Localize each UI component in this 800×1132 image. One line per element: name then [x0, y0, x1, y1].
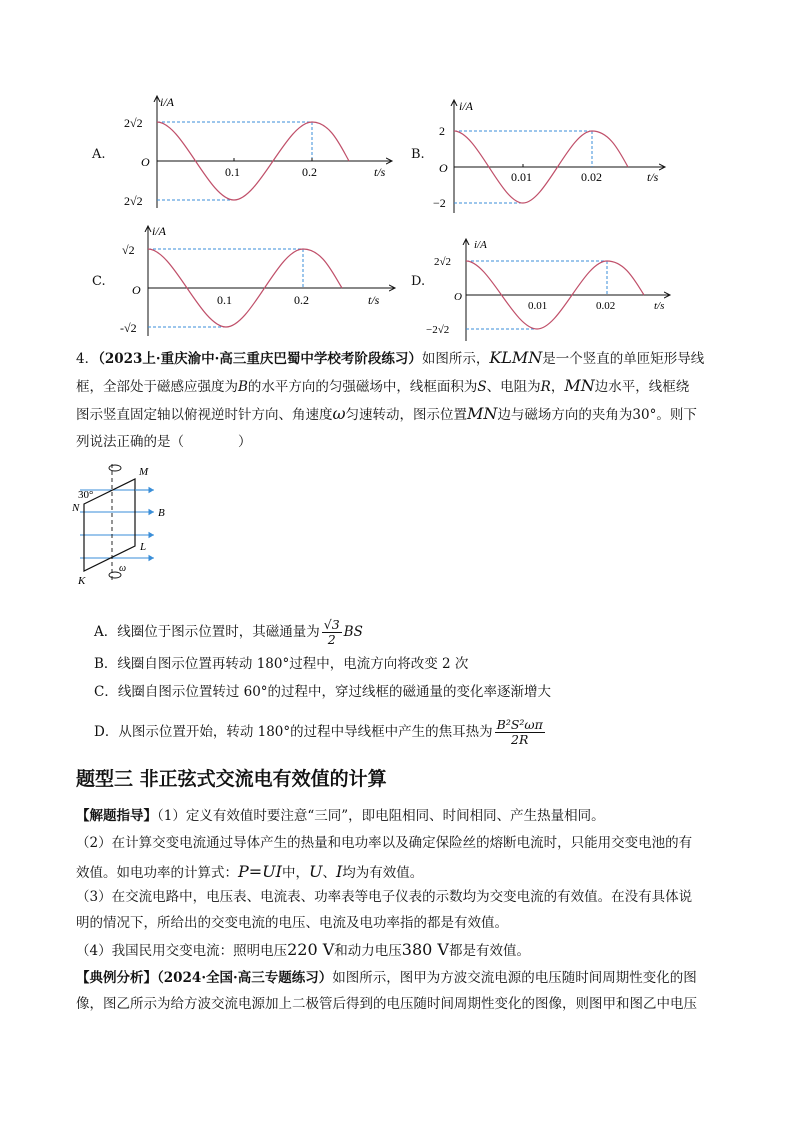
svg-text:−2√2: −2√2	[426, 324, 450, 336]
svg-text:i/A: i/A	[474, 239, 487, 251]
q4-line-1: 4．（2023上·重庆渝中·高三重庆巴蜀中学校考阶段练习）如图所示，KLMN是一个竖直的单匝矩形导线	[76, 348, 705, 367]
q4-option-b: B．线圈自图示位置再转动 180°过程中，电流方向将改变 2 次	[94, 656, 469, 672]
svg-text:i/A: i/A	[459, 99, 473, 113]
svg-text:O: O	[454, 291, 462, 303]
coil-figure	[72, 458, 192, 588]
svg-text:t/s: t/s	[654, 300, 665, 312]
svg-text:B: B	[158, 507, 165, 519]
guide-line-3: 效值。如电功率的计算式：P=UI中，U、I均为有效值。	[76, 862, 424, 881]
svg-text:0.02: 0.02	[581, 170, 602, 184]
graph-d	[420, 235, 680, 345]
q4-line-2: 框，全部处于磁感应强度为B的水平方向的匀强磁场中，线框面积为S、电阻为R，MN边水平，线框绕	[76, 376, 690, 395]
svg-text:0.01: 0.01	[528, 300, 548, 312]
svg-text:2√2: 2√2	[434, 256, 452, 268]
svg-text:0.1: 0.1	[217, 293, 232, 307]
q4-option-c: C．线圈自图示位置转过 60°的过程中，穿过线框的磁通量的变化率逐渐增大	[94, 684, 552, 700]
guide-line-5: 明的情况下，所给出的交变电流的电压、电流及电功率指的都是有效值。	[76, 915, 508, 931]
q4-option-a: A．线圈位于图示位置时，其磁通量为 $\frac{√3}{2}$ BS	[94, 617, 363, 647]
svg-text:O: O	[439, 161, 448, 175]
guide-line-6: （4）我国民用交变电流：照明电压220 V和动力电压380 V都是有效值。	[76, 940, 530, 959]
y-min: 2√2	[124, 194, 143, 208]
option-d-label: D.	[411, 274, 426, 289]
graph-b	[425, 95, 675, 220]
svg-text:M: M	[139, 466, 149, 478]
graph-c	[110, 222, 400, 342]
svg-text:0.02: 0.02	[596, 300, 616, 312]
svg-text:i/A: i/A	[152, 224, 166, 238]
x-tick-1: 0.1	[225, 165, 240, 179]
y-label: i/A	[160, 95, 174, 109]
option-b-label: B.	[411, 147, 425, 162]
example-line-2: 像，图乙所示为给方波交流电源加上二极管后得到的电压随时间周期性变化的图像，则图甲和图乙中电压	[76, 996, 697, 1012]
svg-text:t/s: t/s	[647, 170, 659, 184]
svg-text:L: L	[140, 541, 147, 553]
guide-line-2: （2）在计算交变电流通过导体产生的热量和电功率以及确定保险丝的熔断电流时，只能用交变电池的有	[76, 835, 693, 851]
q4-line-4: 列说法正确的是（ ）	[76, 434, 252, 450]
graph-a	[112, 90, 402, 220]
svg-text:O: O	[132, 283, 141, 297]
q4-line-3: 图示竖直固定轴以俯视逆时针方向、角速度ω匀速转动，图示位置MN边与磁场方向的夹角为30°。则下	[76, 404, 697, 423]
y-max: 2√2	[124, 116, 143, 130]
guide-line-4: （3）在交流电路中，电压表、电流表、功率表等电子仪表的示数均为交变电流的有效值。在没有具体说	[76, 889, 693, 905]
guide-line-1: 【解题指导】（1）定义有效值时要注意“三同”，即电阻相同、时间相同、产生热量相同。	[76, 808, 605, 824]
section-title: 题型三 非正弦式交流电有效值的计算	[76, 768, 387, 790]
option-a-label: A.	[92, 147, 106, 162]
svg-text:0.01: 0.01	[511, 170, 532, 184]
svg-text:t/s: t/s	[368, 293, 380, 307]
svg-text:0.2: 0.2	[294, 293, 309, 307]
svg-text:K: K	[78, 575, 86, 587]
svg-text:30°: 30°	[78, 489, 94, 501]
svg-text:N: N	[72, 502, 80, 514]
x-tick-2: 0.2	[302, 165, 317, 179]
option-c-label: C.	[92, 274, 106, 289]
svg-text:2: 2	[439, 124, 445, 138]
x-label: t/s	[374, 165, 386, 179]
example-line-1: 【典例分析】（2024·全国·高三专题练习）如图所示，图甲为方波交流电源的电压随时间周期性变化的图	[76, 970, 697, 986]
q4-option-d: D．从图示位置开始，转动 180°的过程中导线框中产生的焦耳热为 $\frac{\text{B²S²ωπ}}{2R}$	[94, 717, 543, 747]
svg-text:-√2: -√2	[120, 321, 137, 335]
svg-text:ω: ω	[119, 563, 127, 574]
svg-text:−2: −2	[433, 196, 446, 210]
origin: O	[141, 155, 150, 169]
svg-text:√2: √2	[122, 243, 135, 257]
